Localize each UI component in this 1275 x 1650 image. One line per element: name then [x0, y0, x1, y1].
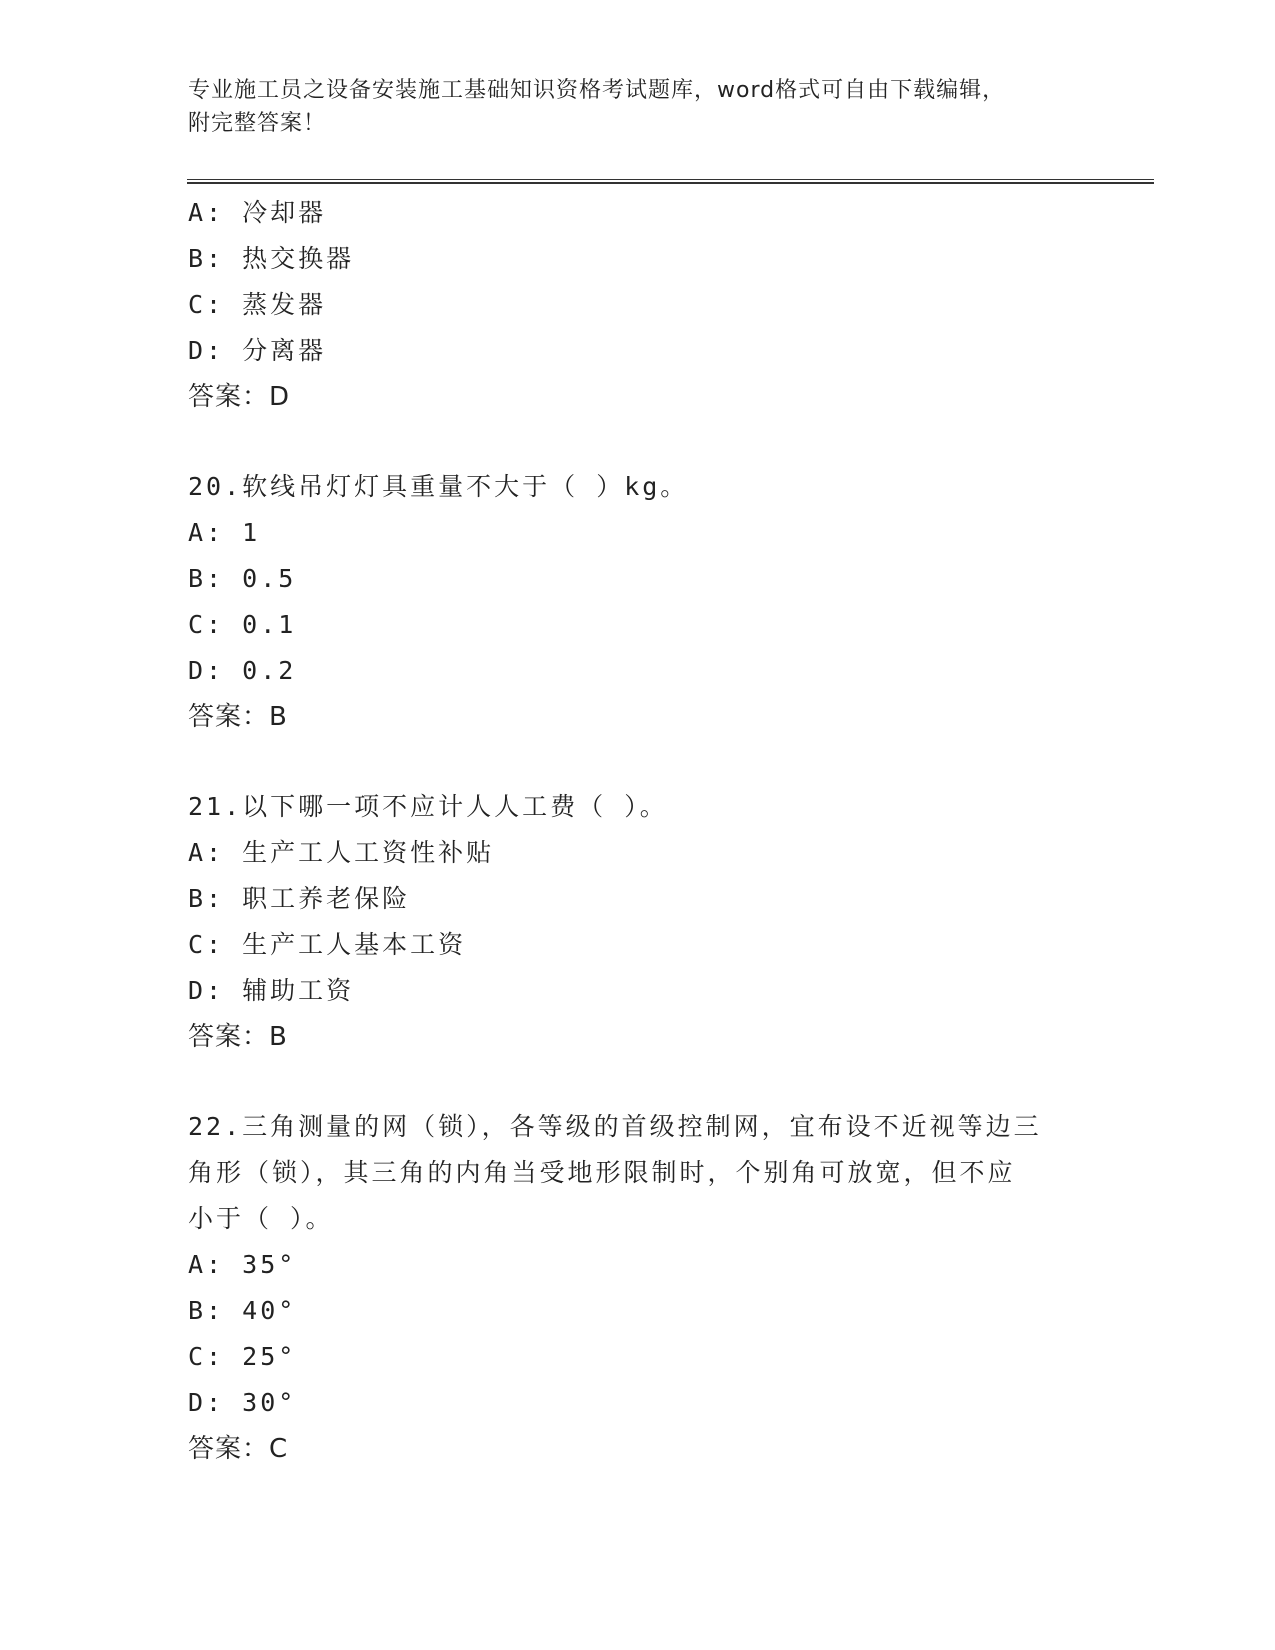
document-header — [188, 74, 1088, 140]
option-b: B: 热交换器 — [188, 244, 355, 273]
option-b: B: 0.5 — [188, 564, 297, 593]
question-list — [188, 190, 1078, 1472]
answer: 答案：D — [188, 382, 291, 412]
answer: 答案：B — [188, 1022, 288, 1052]
question-stem — [188, 1104, 1078, 1242]
option-c: C: 生产工人基本工资 — [188, 930, 467, 959]
question-22 — [188, 1104, 1078, 1472]
option-b: B: 职工养老保险 — [188, 884, 411, 913]
option-b: B: 40° — [188, 1296, 297, 1325]
option-c: C: 25° — [188, 1342, 297, 1371]
option-a: A: 冷却器 — [188, 198, 327, 227]
question-21 — [188, 784, 1078, 1060]
answer: 答案：C — [188, 1434, 289, 1464]
option-a: A: 35° — [188, 1250, 297, 1279]
option-c: C: 蒸发器 — [188, 290, 327, 319]
header-divider-top — [187, 179, 1154, 180]
question-20 — [188, 464, 1078, 740]
question-19 — [188, 190, 1078, 420]
question-stem-line-1: 22.三角测量的网（锁），各等级的首级控制网，宜布设不近视等边三 — [188, 1112, 1042, 1141]
option-d: D: 0.2 — [188, 656, 297, 685]
option-c: C: 0.1 — [188, 610, 297, 639]
option-d: D: 分离器 — [188, 336, 327, 365]
question-stem-line-3: 小于（ ）。 — [188, 1204, 334, 1233]
header-line-2: 附完整答案！ — [188, 111, 327, 136]
option-a: A: 1 — [188, 518, 261, 547]
option-d: D: 30° — [188, 1388, 297, 1417]
header-line-1: 专业施工员之设备安装施工基础知识资格考试题库，word格式可自由下载编辑， — [188, 78, 1006, 103]
header-divider-bottom — [187, 182, 1154, 184]
question-stem-line-2: 角形（锁），其三角的内角当受地形限制时，个别角可放宽，但不应 — [188, 1158, 1016, 1187]
option-a: A: 生产工人工资性补贴 — [188, 838, 495, 867]
option-d: D: 辅助工资 — [188, 976, 355, 1005]
answer: 答案：B — [188, 702, 288, 732]
question-stem: 20.软线吊灯灯具重量不大于（ ）kg。 — [188, 472, 689, 501]
question-stem: 21.以下哪一项不应计人人工费（ ）。 — [188, 792, 668, 821]
